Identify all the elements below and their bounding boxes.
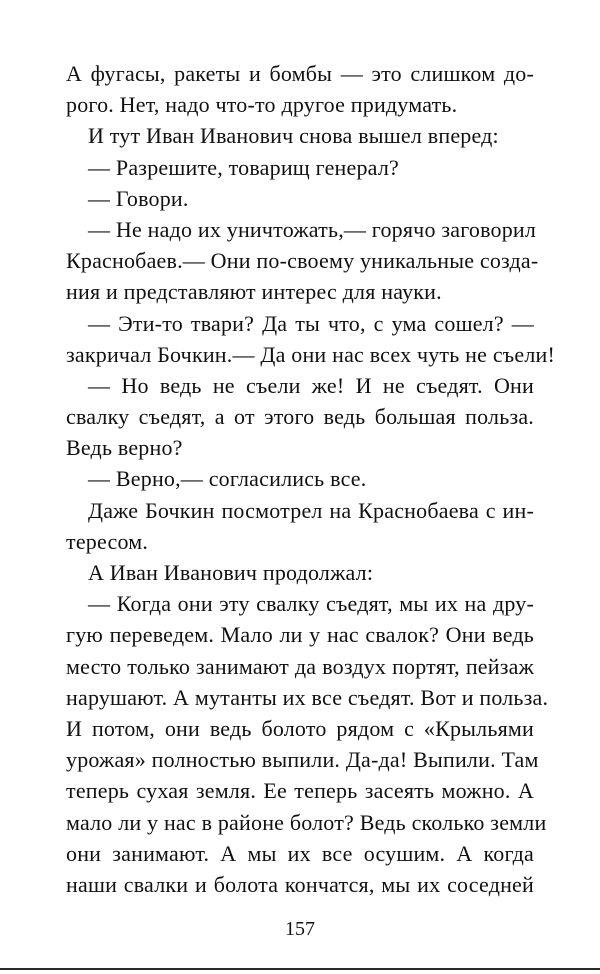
text-line: рого. Нет, надо что-то другое придумать. <box>66 92 458 118</box>
text-line: — Когда они эту свалку съедят, мы их на дру- <box>88 591 534 617</box>
text-line: Даже Бочкин посмотрел на Краснобаева с ин- <box>88 497 534 523</box>
text-line: — Эти-то твари? Да ты что, с ума сошел? — <box>88 310 534 336</box>
body-text <box>66 58 556 900</box>
text-line: Краснобаев.— Они по-своему уникальные созда- <box>66 248 539 274</box>
text-line: — Не надо их уничтожать,— горячо заговорил <box>88 216 537 242</box>
text-line: И потом, они ведь болото рядом с «Крыльями <box>66 715 534 741</box>
text-line: — Но ведь не съели же! И не съедят. Они <box>88 372 534 398</box>
text-line: — Верно,— согласились все. <box>88 466 367 492</box>
text-line: нарушают. А мутанты их все съедят. Вот и польза. <box>66 684 549 710</box>
text-line: — Говори. <box>88 185 189 211</box>
text-line: место только занимают да воздух портят, пейзаж <box>66 653 534 679</box>
text-line: наши свалки и болота кончатся, мы их соседней <box>66 871 534 897</box>
text-line: мало ли у нас в районе болот? Ведь сколько земли <box>66 809 547 835</box>
text-line: урожая» полностью выпили. Да-да! Выпили. Там <box>66 747 539 773</box>
text-line: — Разрешите, товарищ генерал? <box>88 154 399 180</box>
text-line: Ведь верно? <box>66 435 183 461</box>
text-line: И тут Иван Иванович снова вышел вперед: <box>88 123 499 149</box>
text-line: они занимают. А мы их все осушим. А когда <box>66 840 534 866</box>
page-number: 157 <box>285 918 315 940</box>
text-line: А фугасы, ракеты и бомбы — это слишком до- <box>66 61 534 86</box>
text-line: теперь сухая земля. Ее теперь засеять можно. А <box>66 778 534 804</box>
scan-edge-divider <box>0 968 600 970</box>
text-line: закричал Бочкин.— Да они нас всех чуть не съели! <box>66 341 556 367</box>
text-line: тересом. <box>66 528 149 554</box>
text-line: А Иван Иванович продолжал: <box>88 560 374 585</box>
text-line: гую переведем. Мало ли у нас свалок? Они ведь <box>66 622 534 648</box>
text-line: ния и представляют интерес для науки. <box>66 279 442 305</box>
text-line: свалку съедят, а от этого ведь большая польза. <box>66 404 534 430</box>
